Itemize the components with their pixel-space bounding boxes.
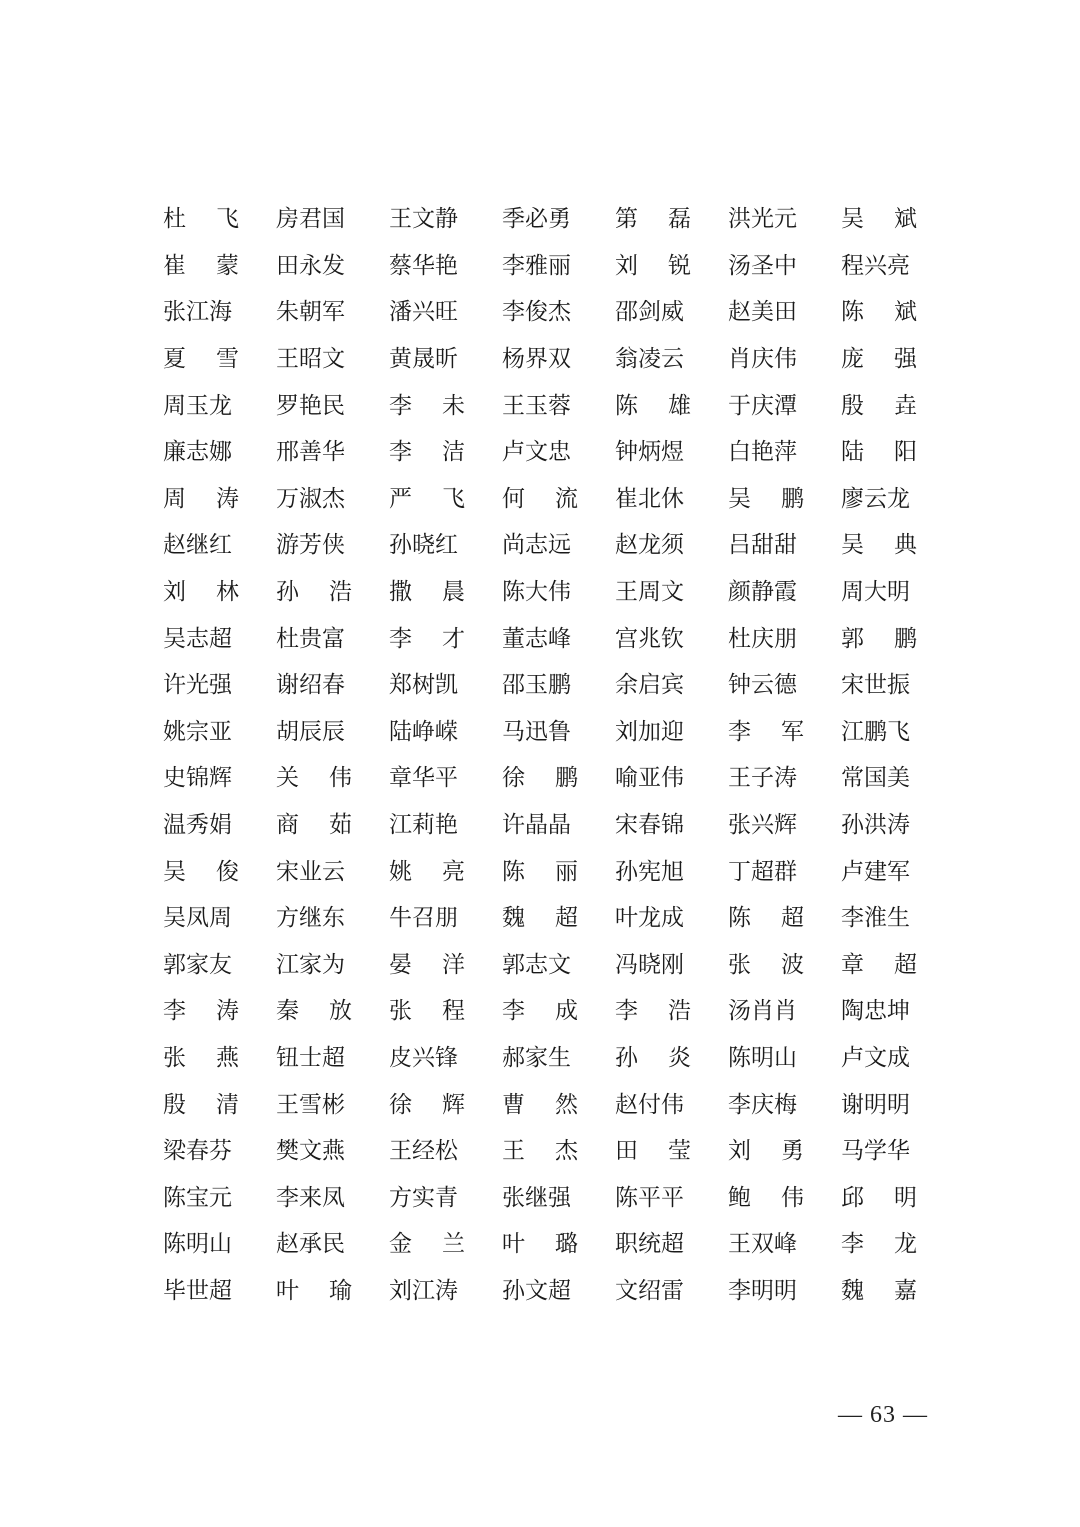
person-name: 常国美 (841, 765, 910, 792)
person-name: 宋世振 (841, 672, 910, 699)
person-name: 赵承民 (276, 1231, 345, 1258)
person-name: 殷 清 (163, 1091, 239, 1118)
person-name: 朱朝军 (276, 299, 345, 326)
person-name: 魏 超 (502, 905, 578, 932)
person-name: 尚志远 (502, 532, 571, 559)
name-row (163, 196, 923, 243)
person-name: 邢善华 (276, 439, 345, 466)
person-name: 丁超群 (728, 858, 797, 885)
person-name: 陈 丽 (502, 858, 578, 885)
person-name: 李俊杰 (502, 299, 571, 326)
person-name: 肖庆伟 (728, 346, 797, 373)
person-name: 宫兆钦 (615, 625, 684, 652)
person-name: 汤肖肖 (728, 998, 797, 1025)
person-name: 汤圣中 (728, 252, 797, 279)
person-name: 徐 鹏 (502, 765, 578, 792)
person-name: 吕甜甜 (728, 532, 797, 559)
person-name: 吴 斌 (841, 206, 917, 233)
person-name: 赵继红 (163, 532, 232, 559)
person-name: 李 洁 (389, 439, 465, 466)
name-row (163, 615, 923, 662)
name-row (163, 1221, 923, 1268)
name-row (163, 1268, 923, 1315)
person-name: 卢建军 (841, 858, 910, 885)
name-row (163, 289, 923, 336)
person-name: 叶 瑜 (276, 1277, 352, 1304)
person-name: 第 磊 (615, 206, 691, 233)
person-name: 胡辰辰 (276, 718, 345, 745)
person-name: 冯晓刚 (615, 951, 684, 978)
page-number: — 63 — (838, 1402, 928, 1428)
name-list-grid (163, 196, 923, 1314)
person-name: 赵美田 (728, 299, 797, 326)
name-row (163, 569, 923, 616)
person-name: 职统超 (615, 1231, 684, 1258)
person-name: 徐 辉 (389, 1091, 465, 1118)
person-name: 吴凤周 (163, 905, 232, 932)
person-name: 魏 嘉 (841, 1277, 917, 1304)
person-name: 万淑杰 (276, 485, 345, 512)
person-name: 余启宾 (615, 672, 684, 699)
person-name: 史锦辉 (163, 765, 232, 792)
person-name: 马迅鲁 (502, 718, 571, 745)
person-name: 孙晓红 (389, 532, 458, 559)
person-name: 章 超 (841, 951, 917, 978)
person-name: 李 龙 (841, 1231, 917, 1258)
person-name: 李 才 (389, 625, 465, 652)
person-name: 夏 雪 (163, 346, 239, 373)
name-row (163, 895, 923, 942)
person-name: 邱 明 (841, 1184, 917, 1211)
person-name: 宋业云 (276, 858, 345, 885)
person-name: 王雪彬 (276, 1091, 345, 1118)
person-name: 翁凌云 (615, 346, 684, 373)
person-name: 吴志超 (163, 625, 232, 652)
person-name: 方实青 (389, 1184, 458, 1211)
person-name: 许光强 (163, 672, 232, 699)
person-name: 孙 浩 (276, 579, 352, 606)
person-name: 周玉龙 (163, 392, 232, 419)
person-name: 张继强 (502, 1184, 571, 1211)
person-name: 周 涛 (163, 485, 239, 512)
person-name: 田永发 (276, 252, 345, 279)
person-name: 刘 勇 (728, 1138, 804, 1165)
person-name: 李 军 (728, 718, 804, 745)
person-name: 张 燕 (163, 1044, 239, 1071)
person-name: 姚宗亚 (163, 718, 232, 745)
person-name: 关 伟 (276, 765, 352, 792)
person-name: 陈明山 (728, 1044, 797, 1071)
person-name: 鲍 伟 (728, 1184, 804, 1211)
person-name: 崔 蒙 (163, 252, 239, 279)
person-name: 陆 阳 (841, 439, 917, 466)
person-name: 殷 垚 (841, 392, 917, 419)
person-name: 黄晟昕 (389, 346, 458, 373)
name-row (163, 1174, 923, 1221)
person-name: 曹 然 (502, 1091, 578, 1118)
name-row (163, 1128, 923, 1175)
person-name: 邵玉鹏 (502, 672, 571, 699)
name-row (163, 709, 923, 756)
person-name: 廉志娜 (163, 439, 232, 466)
name-row (163, 1081, 923, 1128)
person-name: 潘兴旺 (389, 299, 458, 326)
person-name: 游芳侠 (276, 532, 345, 559)
person-name: 谢明明 (841, 1091, 910, 1118)
name-row (163, 429, 923, 476)
person-name: 崔北休 (615, 485, 684, 512)
person-name: 李明明 (728, 1277, 797, 1304)
person-name: 郑树凯 (389, 672, 458, 699)
person-name: 董志峰 (502, 625, 571, 652)
person-name: 孙文超 (502, 1277, 571, 1304)
person-name: 李 未 (389, 392, 465, 419)
person-name: 方继东 (276, 905, 345, 932)
person-name: 李 浩 (615, 998, 691, 1025)
person-name: 张江海 (163, 299, 232, 326)
person-name: 撒 晨 (389, 579, 465, 606)
person-name: 马学华 (841, 1138, 910, 1165)
person-name: 张 波 (728, 951, 804, 978)
person-name: 李 涛 (163, 998, 239, 1025)
name-row (163, 988, 923, 1035)
person-name: 王子涛 (728, 765, 797, 792)
person-name: 王双峰 (728, 1231, 797, 1258)
name-row (163, 942, 923, 989)
person-name: 杜 飞 (163, 206, 239, 233)
person-name: 钮士超 (276, 1044, 345, 1071)
person-name: 宋春锦 (615, 812, 684, 839)
person-name: 金 兰 (389, 1231, 465, 1258)
person-name: 于庆潭 (728, 392, 797, 419)
person-name: 樊文燕 (276, 1138, 345, 1165)
person-name: 陈平平 (615, 1184, 684, 1211)
person-name: 叶龙成 (615, 905, 684, 932)
person-name: 李来凤 (276, 1184, 345, 1211)
person-name: 杜贵富 (276, 625, 345, 652)
person-name: 孙洪涛 (841, 812, 910, 839)
person-name: 商 茹 (276, 812, 352, 839)
person-name: 温秀娟 (163, 812, 232, 839)
person-name: 周大明 (841, 579, 910, 606)
person-name: 季必勇 (502, 206, 571, 233)
person-name: 刘 林 (163, 579, 239, 606)
name-row (163, 522, 923, 569)
person-name: 王周文 (615, 579, 684, 606)
person-name: 吴 俊 (163, 858, 239, 885)
name-row (163, 243, 923, 290)
person-name: 张 程 (389, 998, 465, 1025)
person-name: 孙宪旭 (615, 858, 684, 885)
person-name: 刘加迎 (615, 718, 684, 745)
person-name: 陆峥嵘 (389, 718, 458, 745)
person-name: 毕世超 (163, 1277, 232, 1304)
name-row (163, 662, 923, 709)
person-name: 梁春芬 (163, 1138, 232, 1165)
person-name: 郭 鹏 (841, 625, 917, 652)
person-name: 白艳萍 (728, 439, 797, 466)
name-row (163, 336, 923, 383)
person-name: 王文静 (389, 206, 458, 233)
name-row (163, 1035, 923, 1082)
person-name: 廖云龙 (841, 485, 910, 512)
name-row (163, 476, 923, 523)
name-row (163, 802, 923, 849)
person-name: 章华平 (389, 765, 458, 792)
person-name: 刘 锐 (615, 252, 691, 279)
person-name: 喻亚伟 (615, 765, 684, 792)
person-name: 庞 强 (841, 346, 917, 373)
person-name: 赵龙须 (615, 532, 684, 559)
person-name: 颜静霞 (728, 579, 797, 606)
person-name: 叶 璐 (502, 1231, 578, 1258)
person-name: 陈大伟 (502, 579, 571, 606)
person-name: 邵剑威 (615, 299, 684, 326)
person-name: 牛召朋 (389, 905, 458, 932)
person-name: 赵付伟 (615, 1091, 684, 1118)
person-name: 王经松 (389, 1138, 458, 1165)
person-name: 郭志文 (502, 951, 571, 978)
name-row (163, 382, 923, 429)
person-name: 陈 雄 (615, 392, 691, 419)
person-name: 卢文成 (841, 1044, 910, 1071)
person-name: 卢文忠 (502, 439, 571, 466)
person-name: 许晶晶 (502, 812, 571, 839)
person-name: 吴 鹏 (728, 485, 804, 512)
person-name: 王 杰 (502, 1138, 578, 1165)
person-name: 姚 亮 (389, 858, 465, 885)
person-name: 洪光元 (728, 206, 797, 233)
person-name: 李庆梅 (728, 1091, 797, 1118)
person-name: 刘江涛 (389, 1277, 458, 1304)
person-name: 郝家生 (502, 1044, 571, 1071)
person-name: 吴 典 (841, 532, 917, 559)
person-name: 陶忠坤 (841, 998, 910, 1025)
person-name: 陈宝元 (163, 1184, 232, 1211)
person-name: 田 莹 (615, 1138, 691, 1165)
person-name: 皮兴锋 (389, 1044, 458, 1071)
person-name: 谢绍春 (276, 672, 345, 699)
person-name: 陈 超 (728, 905, 804, 932)
name-row (163, 755, 923, 802)
person-name: 秦 放 (276, 998, 352, 1025)
person-name: 何 流 (502, 485, 578, 512)
person-name: 江莉艳 (389, 812, 458, 839)
person-name: 王昭文 (276, 346, 345, 373)
person-name: 王玉蓉 (502, 392, 571, 419)
person-name: 孙 炎 (615, 1044, 691, 1071)
person-name: 张兴辉 (728, 812, 797, 839)
person-name: 房君国 (276, 206, 345, 233)
person-name: 郭家友 (163, 951, 232, 978)
person-name: 李淮生 (841, 905, 910, 932)
person-name: 江家为 (276, 951, 345, 978)
person-name: 杨界双 (502, 346, 571, 373)
person-name: 杜庆朋 (728, 625, 797, 652)
person-name: 李 成 (502, 998, 578, 1025)
person-name: 陈明山 (163, 1231, 232, 1258)
name-row (163, 848, 923, 895)
person-name: 罗艳民 (276, 392, 345, 419)
person-name: 钟炳煜 (615, 439, 684, 466)
person-name: 蔡华艳 (389, 252, 458, 279)
person-name: 江鹏飞 (841, 718, 910, 745)
person-name: 晏 洋 (389, 951, 465, 978)
person-name: 陈 斌 (841, 299, 917, 326)
person-name: 程兴亮 (841, 252, 910, 279)
person-name: 文绍雷 (615, 1277, 684, 1304)
person-name: 钟云德 (728, 672, 797, 699)
person-name: 严 飞 (389, 485, 465, 512)
person-name: 李雅丽 (502, 252, 571, 279)
